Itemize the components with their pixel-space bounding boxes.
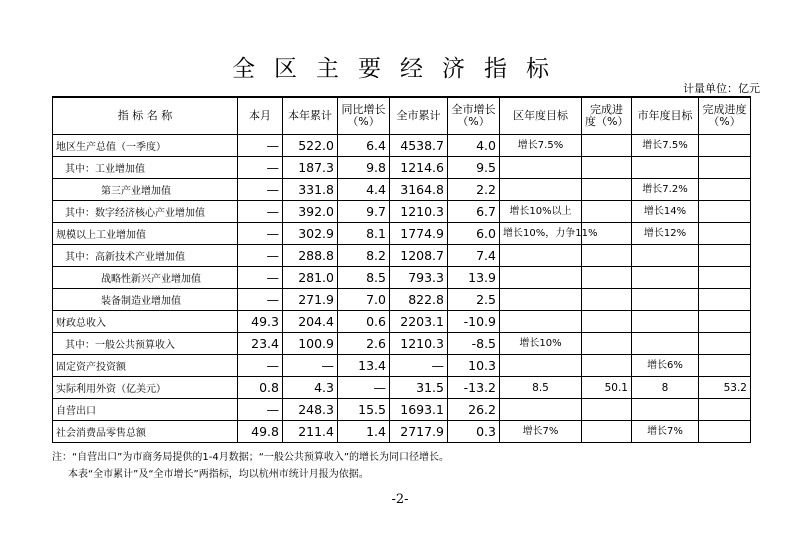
indicator-name: 固定资产投资额 — [53, 355, 238, 377]
table-cell: 2.2 — [448, 179, 500, 201]
table-row — [53, 421, 751, 443]
table-header-row — [53, 97, 751, 135]
table-cell: 增长7% — [632, 421, 699, 443]
table-cell: 2203.1 — [390, 311, 448, 333]
table-cell — [582, 135, 632, 157]
table-cell — [500, 267, 582, 289]
table-cell — [500, 355, 582, 377]
table-cell: 10.3 — [448, 355, 500, 377]
indicator-name: 其中：工业增加值 — [53, 157, 238, 179]
table-cell — [582, 179, 632, 201]
table-row — [53, 179, 751, 201]
table-row — [53, 289, 751, 311]
table-cell — [699, 421, 751, 443]
table-cell — [582, 289, 632, 311]
table-cell — [582, 421, 632, 443]
table-cell: 增长7.2% — [632, 179, 699, 201]
column-header: 全市累计 — [390, 97, 448, 135]
column-header: 本年累计 — [283, 97, 338, 135]
table-cell: 4.4 — [338, 179, 390, 201]
table-cell: 1214.6 — [390, 157, 448, 179]
column-header: 全市增长（%） — [448, 97, 500, 135]
table-cell: 9.5 — [448, 157, 500, 179]
table-cell — [699, 289, 751, 311]
table-cell: — — [238, 399, 283, 421]
column-header: 市年度目标 — [632, 97, 699, 135]
table-cell: 8.2 — [338, 245, 390, 267]
table-cell — [699, 311, 751, 333]
table-cell: — — [238, 355, 283, 377]
table-cell: — — [390, 355, 448, 377]
table-cell: 26.2 — [448, 399, 500, 421]
table-cell — [582, 157, 632, 179]
table-cell: 1.4 — [338, 421, 390, 443]
column-header: 指 标 名 称 — [53, 97, 238, 135]
indicator-name: 装备制造业增加值 — [53, 289, 238, 311]
table-cell — [699, 245, 751, 267]
indicator-table — [52, 96, 751, 443]
table-cell: 0.3 — [448, 421, 500, 443]
indicator-name: 其中：高新技术产业增加值 — [53, 245, 238, 267]
footnote: 本表“全市累计”及“全市增长”两指标，均以杭州市统计月报为依据。 — [68, 469, 369, 480]
table-cell: 53.2 — [699, 377, 751, 399]
indicator-name: 自营出口 — [53, 399, 238, 421]
column-header: 本月 — [238, 97, 283, 135]
table-cell — [632, 157, 699, 179]
table-cell — [699, 267, 751, 289]
table-cell: 0.6 — [338, 311, 390, 333]
table-cell: 31.5 — [390, 377, 448, 399]
indicator-name: 战略性新兴产业增加值 — [53, 267, 238, 289]
table-cell: — — [283, 355, 338, 377]
indicator-name: 地区生产总值（一季度） — [53, 135, 238, 157]
table-cell: -10.9 — [448, 311, 500, 333]
table-cell: 增长7% — [500, 421, 582, 443]
table-cell — [582, 245, 632, 267]
table-cell: 3164.8 — [390, 179, 448, 201]
table-cell — [582, 311, 632, 333]
table-cell: 392.0 — [283, 201, 338, 223]
table-cell: 6.4 — [338, 135, 390, 157]
table-cell: 49.3 — [238, 311, 283, 333]
table-cell: — — [238, 245, 283, 267]
table-cell: 0.8 — [238, 377, 283, 399]
table-row — [53, 399, 751, 421]
table-cell — [699, 201, 751, 223]
table-cell: 4538.7 — [390, 135, 448, 157]
table-cell: 522.0 — [283, 135, 338, 157]
column-header: 完成进度（%） — [699, 97, 751, 135]
table-cell — [632, 245, 699, 267]
table-cell — [500, 179, 582, 201]
table-cell: 50.1 — [582, 377, 632, 399]
indicator-name: 实际利用外资（亿美元） — [53, 377, 238, 399]
table-cell: 49.8 — [238, 421, 283, 443]
table-row — [53, 267, 751, 289]
table-cell — [500, 311, 582, 333]
table-cell: — — [238, 289, 283, 311]
table-cell — [632, 311, 699, 333]
table-cell: 281.0 — [283, 267, 338, 289]
table-cell: 4.0 — [448, 135, 500, 157]
table-cell: 增长14% — [632, 201, 699, 223]
table-cell: — — [238, 201, 283, 223]
footnote: 注：“自营出口”为市商务局提供的1-4月数据；“一般公共预算收入”的增长为同口径增长。 — [52, 452, 450, 463]
table-cell: 211.4 — [283, 421, 338, 443]
table-cell: 23.4 — [238, 333, 283, 355]
table-cell: 331.8 — [283, 179, 338, 201]
table-row — [53, 377, 751, 399]
table-cell: 8.1 — [338, 223, 390, 245]
table-cell: 2717.9 — [390, 421, 448, 443]
table-cell — [699, 179, 751, 201]
table-cell — [699, 333, 751, 355]
table-cell: -8.5 — [448, 333, 500, 355]
table-cell: 1210.3 — [390, 333, 448, 355]
table-cell: 822.8 — [390, 289, 448, 311]
table-cell: 13.4 — [338, 355, 390, 377]
table-cell: 1774.9 — [390, 223, 448, 245]
table-cell — [582, 201, 632, 223]
table-cell: 302.9 — [283, 223, 338, 245]
table-cell: 9.8 — [338, 157, 390, 179]
table-cell — [582, 355, 632, 377]
table-cell — [500, 289, 582, 311]
table-cell: — — [338, 377, 390, 399]
table-cell: 增长7.5% — [632, 135, 699, 157]
table-cell: 2.6 — [338, 333, 390, 355]
table-cell — [632, 267, 699, 289]
table-cell: — — [238, 223, 283, 245]
table-cell — [699, 223, 751, 245]
table-cell: — — [238, 179, 283, 201]
table-cell — [699, 135, 751, 157]
table-row — [53, 135, 751, 157]
table-cell: 8.5 — [338, 267, 390, 289]
column-header: 区年度目标 — [500, 97, 582, 135]
table-cell: 6.7 — [448, 201, 500, 223]
indicator-name: 规模以上工业增加值 — [53, 223, 238, 245]
unit-label: 计量单位：亿元 — [683, 82, 760, 95]
table-cell: — — [238, 267, 283, 289]
table-cell: 9.7 — [338, 201, 390, 223]
table-cell — [582, 333, 632, 355]
table-cell: 增长7.5% — [500, 135, 582, 157]
table-cell: 增长12% — [632, 223, 699, 245]
table-cell: 288.8 — [283, 245, 338, 267]
table-cell — [699, 355, 751, 377]
table-cell — [582, 399, 632, 421]
table-cell — [500, 399, 582, 421]
table-cell: 7.4 — [448, 245, 500, 267]
table-cell: 增长10% — [500, 333, 582, 355]
table-cell: 8.5 — [500, 377, 582, 399]
table-cell: 增长6% — [632, 355, 699, 377]
table-cell — [632, 333, 699, 355]
page-number: -2- — [391, 492, 409, 507]
table-cell: 1210.3 — [390, 201, 448, 223]
table-cell: 增长10%以上 — [500, 201, 582, 223]
table-cell: 1208.7 — [390, 245, 448, 267]
table-cell: -13.2 — [448, 377, 500, 399]
indicator-name: 其中：一般公共预算收入 — [53, 333, 238, 355]
table-cell — [632, 399, 699, 421]
table-cell: — — [238, 135, 283, 157]
indicator-name: 第三产业增加值 — [53, 179, 238, 201]
table-cell: 187.3 — [283, 157, 338, 179]
table-cell: 248.3 — [283, 399, 338, 421]
table-row — [53, 245, 751, 267]
table-cell — [500, 157, 582, 179]
column-header: 同比增长（%） — [338, 97, 390, 135]
table-cell — [699, 399, 751, 421]
table-cell: 15.5 — [338, 399, 390, 421]
table-cell — [632, 289, 699, 311]
table-cell: 2.5 — [448, 289, 500, 311]
table-row — [53, 311, 751, 333]
indicator-name: 社会消费品零售总额 — [53, 421, 238, 443]
table-row — [53, 333, 751, 355]
table-cell: 204.4 — [283, 311, 338, 333]
table-cell: 13.9 — [448, 267, 500, 289]
table-cell: 793.3 — [390, 267, 448, 289]
table-row — [53, 201, 751, 223]
table-cell: 1693.1 — [390, 399, 448, 421]
table-cell: — — [238, 157, 283, 179]
table-cell — [699, 157, 751, 179]
table-cell — [582, 267, 632, 289]
table-cell: 4.3 — [283, 377, 338, 399]
table-cell — [500, 245, 582, 267]
table-cell: 6.0 — [448, 223, 500, 245]
indicator-name: 财政总收入 — [53, 311, 238, 333]
table-cell: 7.0 — [338, 289, 390, 311]
table-row — [53, 157, 751, 179]
column-header: 完成进度（%） — [582, 97, 632, 135]
table-cell: 271.9 — [283, 289, 338, 311]
table-cell: 100.9 — [283, 333, 338, 355]
table-row — [53, 355, 751, 377]
table-cell: 增长10%，力争11% — [500, 223, 582, 245]
indicator-name: 其中：数字经济核心产业增加值 — [53, 201, 238, 223]
table-cell: 8 — [632, 377, 699, 399]
table-row — [53, 223, 751, 245]
page-title: 全区主要经济指标 — [232, 56, 568, 82]
